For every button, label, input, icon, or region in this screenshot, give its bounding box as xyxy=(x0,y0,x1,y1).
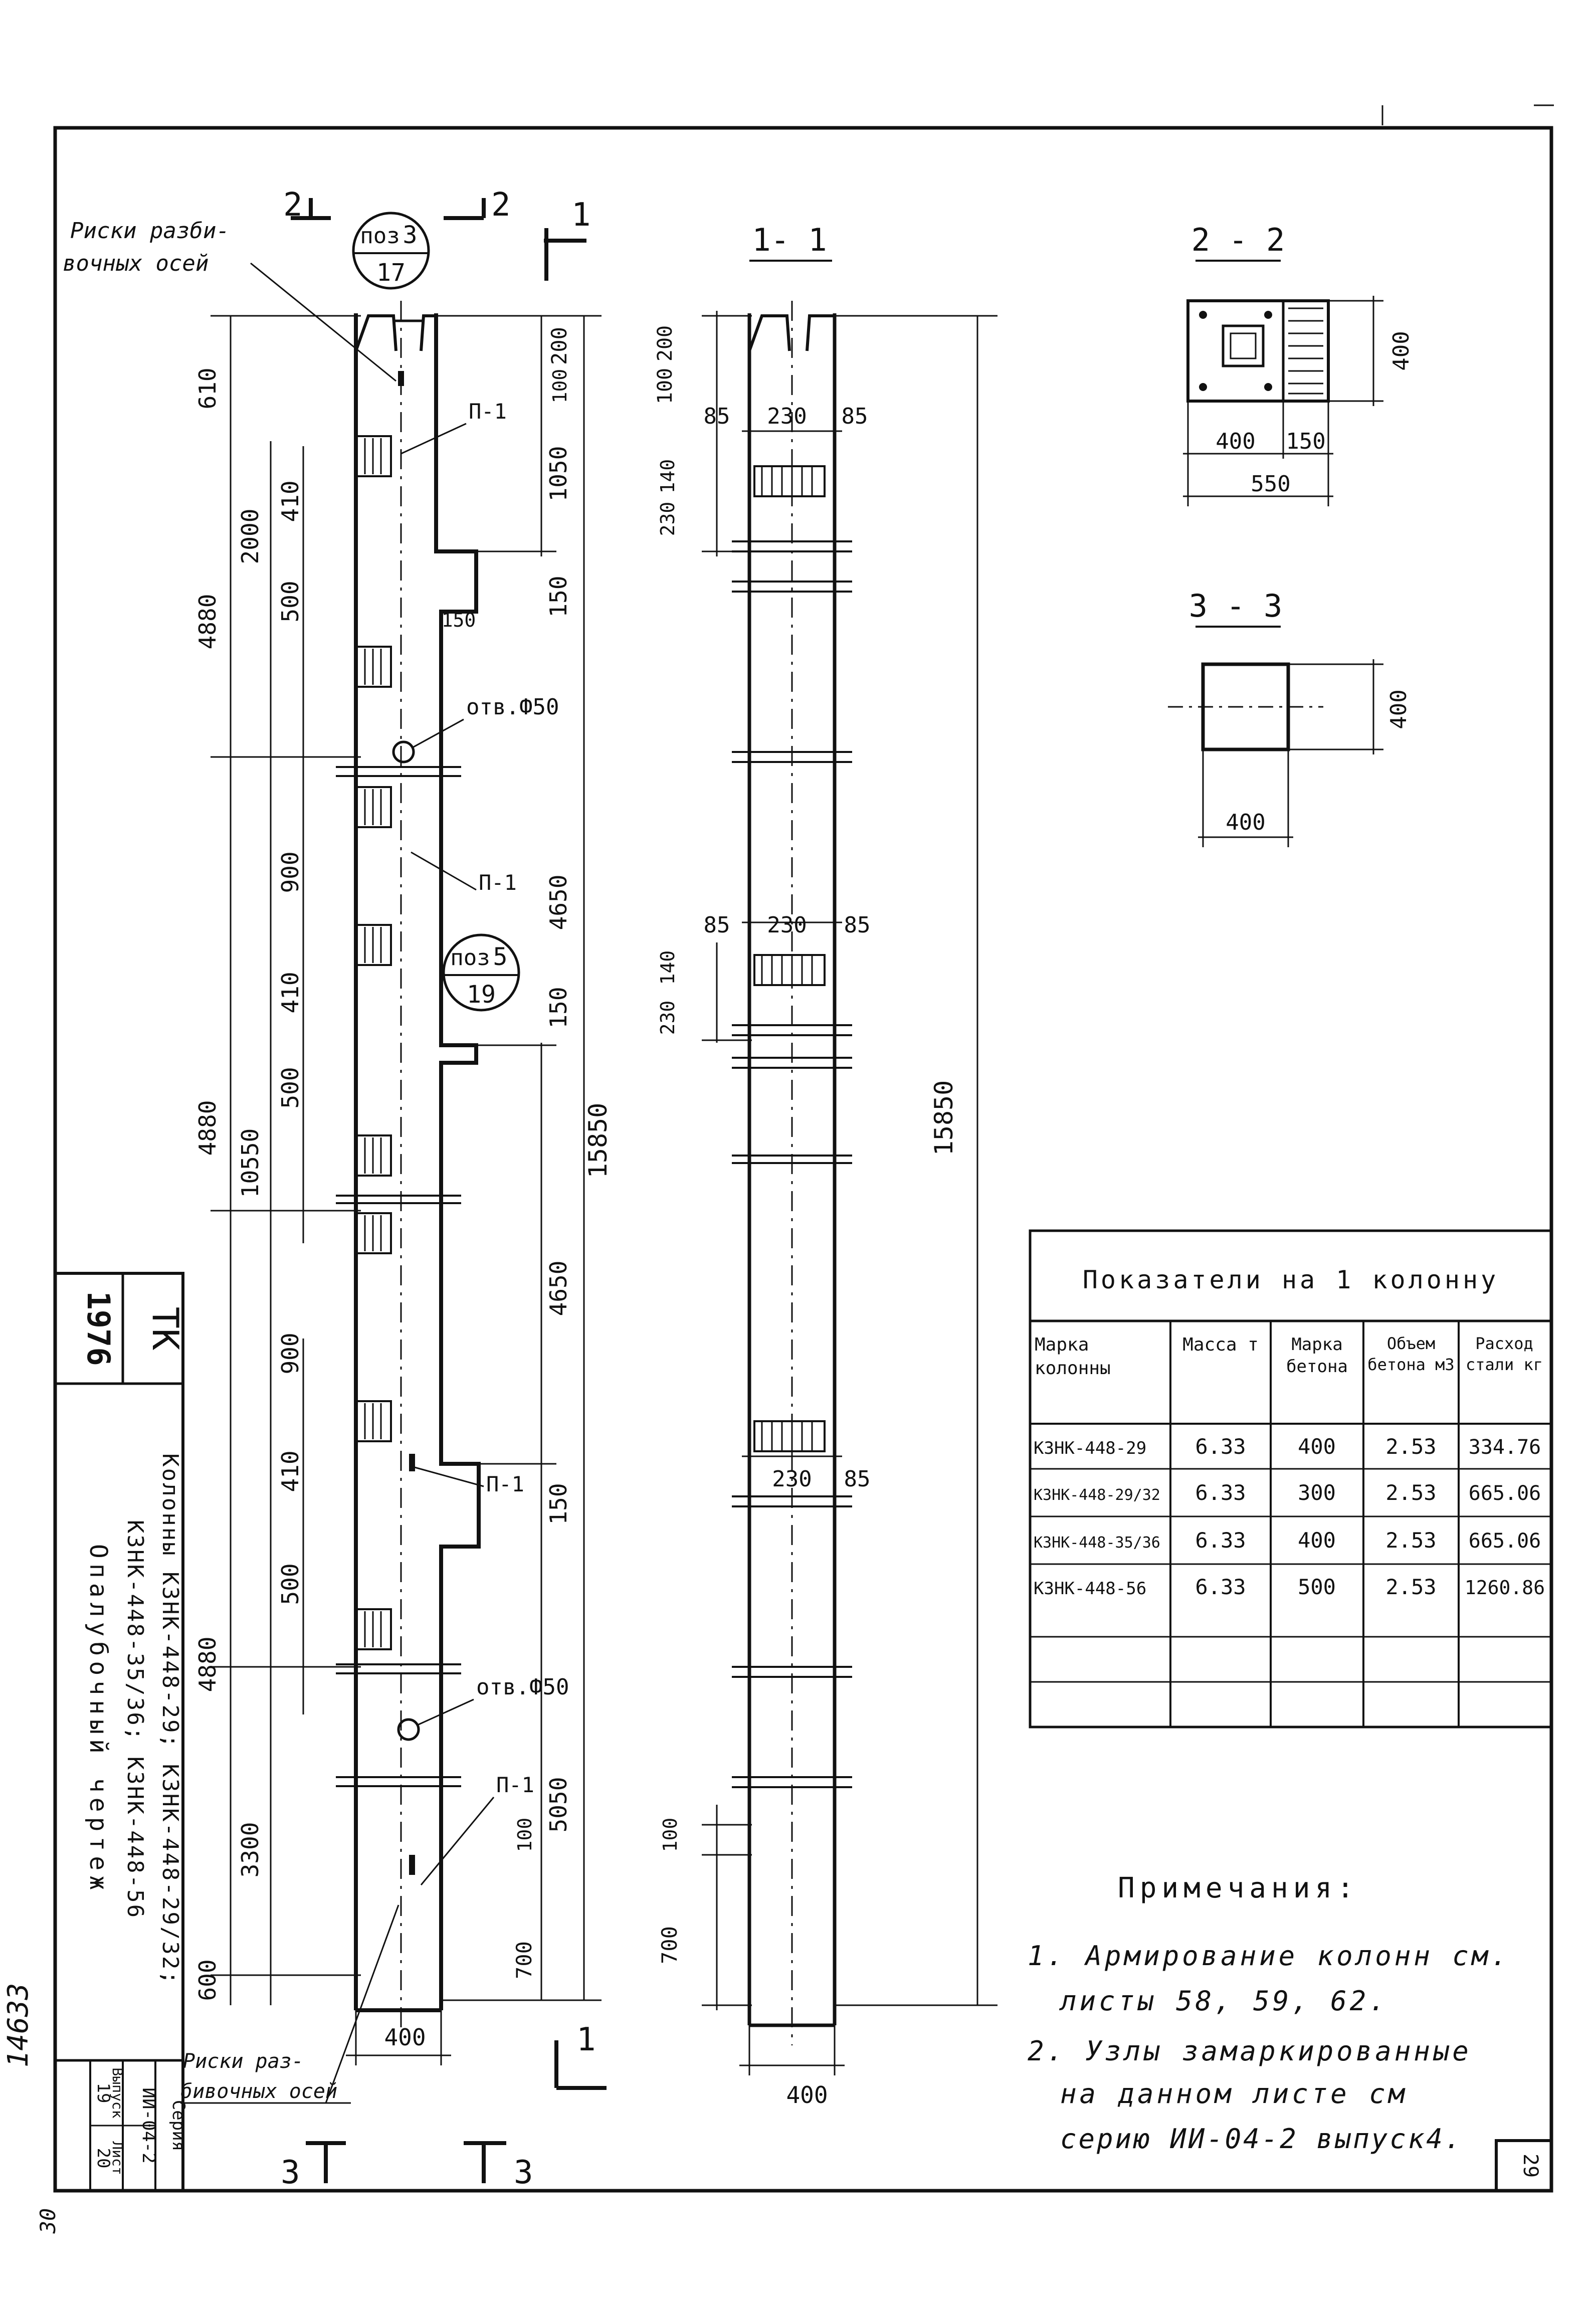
dim-400: 400 xyxy=(1386,689,1412,729)
elevation-dimension-text xyxy=(194,327,613,2051)
svg-text:5: 5 xyxy=(493,943,508,971)
svg-text:2.53: 2.53 xyxy=(1385,1434,1437,1459)
svg-text:665.06: 665.06 xyxy=(1468,1529,1541,1553)
dim-900: 900 xyxy=(277,1332,304,1375)
stamp-sheet-value: 20 xyxy=(93,2148,113,2169)
dim-200: 200 xyxy=(654,325,677,362)
note-1-line-1: 1. Армирование колонн см. xyxy=(1028,1940,1510,1972)
dim-4880: 4880 xyxy=(194,1100,221,1156)
archive-number: 14633 xyxy=(2,1983,35,2068)
dim-230: 230 xyxy=(767,912,807,938)
dim-150-small: 150 xyxy=(441,609,476,631)
dim-15850: 15850 xyxy=(583,1102,613,1179)
th-mass: Масса т xyxy=(1182,1334,1259,1355)
column-elevation xyxy=(336,301,479,2035)
stamp-issue-value: 19 xyxy=(93,2082,113,2103)
dim-550: 550 xyxy=(1251,471,1291,497)
note-2-line-3: серию ИИ-04-2 выпуск4. xyxy=(1060,2123,1463,2155)
section-3-3 xyxy=(1168,588,1412,847)
table-row xyxy=(1034,1528,1541,1553)
dim-200: 200 xyxy=(547,327,571,365)
hole-label: отв.Ф50 xyxy=(466,694,559,720)
svg-text:К3НК-448-35/36: К3НК-448-35/36 xyxy=(1034,1534,1160,1552)
svg-text:1260.86: 1260.86 xyxy=(1464,1577,1545,1599)
dim-140: 140 xyxy=(657,950,679,985)
hole-label: отв.Ф50 xyxy=(476,1674,569,1700)
svg-text:300: 300 xyxy=(1298,1480,1336,1505)
dim-410: 410 xyxy=(277,972,304,1014)
th-steel: Расход стали кг xyxy=(1465,1334,1543,1374)
table-row xyxy=(1034,1434,1541,1459)
title-stamp xyxy=(55,1273,188,2191)
dim-15850: 15850 xyxy=(929,1080,958,1156)
axis-marks-label-top: Риски разби- xyxy=(70,218,230,244)
dim-2000: 2000 xyxy=(237,508,264,564)
dim-150: 150 xyxy=(545,987,572,1029)
svg-text:К3НК-448-29: К3НК-448-29 xyxy=(1034,1438,1147,1458)
dim-85: 85 xyxy=(703,912,730,938)
stamp-sheet-label: Лист xyxy=(109,2141,126,2175)
cut-3-left: 3 xyxy=(281,2154,300,2191)
dim-600: 600 xyxy=(194,1959,221,2001)
dim-100: 100 xyxy=(549,368,571,404)
cut-2-left: 2 xyxy=(283,186,303,224)
section-1-1 xyxy=(654,222,998,2109)
axis-marks-label-bottom-2: бивочных осей xyxy=(180,2080,338,2103)
dim-500: 500 xyxy=(277,581,304,623)
dim-610: 610 xyxy=(194,367,221,410)
stamp-year: 1976 xyxy=(80,1291,117,1366)
dim-5050: 5050 xyxy=(545,1777,572,1833)
dim-10550: 10550 xyxy=(237,1128,264,1198)
svg-text:6.33: 6.33 xyxy=(1195,1434,1246,1459)
dim-4650: 4650 xyxy=(545,874,572,930)
th-volume: Объем бетона м3 xyxy=(1367,1334,1455,1374)
page-number: 29 xyxy=(1519,2153,1542,2178)
stamp-title-3: Опалубочный чертеж xyxy=(84,1544,112,1895)
svg-text:2.53: 2.53 xyxy=(1385,1575,1437,1599)
dim-140: 140 xyxy=(657,459,679,494)
dim-4880: 4880 xyxy=(194,594,221,650)
svg-text:поз: поз xyxy=(360,223,400,249)
svg-text:500: 500 xyxy=(1298,1575,1336,1599)
dim-400: 400 xyxy=(1216,429,1256,454)
cut-1-top: 1 xyxy=(571,197,591,234)
dim-700: 700 xyxy=(657,1926,682,1964)
notes-title: Примечания: xyxy=(1118,1872,1359,1904)
section-3-3-title: 3 - 3 xyxy=(1188,588,1283,624)
dim-3300: 3300 xyxy=(237,1822,264,1878)
svg-text:6.33: 6.33 xyxy=(1195,1575,1246,1599)
dim-230: 230 xyxy=(657,501,679,536)
axis-marks-label-top-2: вочных осей xyxy=(63,251,209,276)
p1-label: П-1 xyxy=(496,1773,534,1797)
stamp-title-1: Колонны К3НК-448-29; К3НК-448-29/32; xyxy=(157,1453,183,1986)
dim-1050: 1050 xyxy=(545,446,572,502)
dim-100: 100 xyxy=(514,1817,536,1852)
dim-700: 700 xyxy=(512,1941,536,1979)
svg-text:400: 400 xyxy=(1298,1434,1336,1459)
elevation-dimension-lines xyxy=(211,316,602,2065)
section-2-2-title: 2 - 2 xyxy=(1191,222,1285,258)
dim-85: 85 xyxy=(841,404,868,429)
svg-text:3: 3 xyxy=(403,221,418,249)
cut-1-bottom: 1 xyxy=(576,2021,596,2058)
dim-230: 230 xyxy=(772,1466,812,1492)
table-row xyxy=(1034,1480,1541,1505)
cut-2-right: 2 xyxy=(491,186,511,224)
dim-410: 410 xyxy=(277,480,304,522)
svg-text:2.53: 2.53 xyxy=(1385,1480,1437,1505)
dim-4650: 4650 xyxy=(545,1260,572,1316)
dim-400: 400 xyxy=(1226,810,1266,835)
svg-text:19: 19 xyxy=(467,981,496,1009)
svg-text:400: 400 xyxy=(1298,1528,1336,1553)
dim-400: 400 xyxy=(786,2081,828,2109)
svg-text:17: 17 xyxy=(376,259,406,287)
cut-3-right: 3 xyxy=(514,2154,533,2191)
svg-text:поз: поз xyxy=(450,945,490,971)
p1-label: П-1 xyxy=(486,1472,524,1496)
dim-4880: 4880 xyxy=(194,1636,221,1692)
table-title: Показатели на 1 колонну xyxy=(1082,1265,1499,1294)
dim-85: 85 xyxy=(844,912,871,938)
dim-400: 400 xyxy=(384,2024,426,2051)
archive-number-2: 30 xyxy=(36,2208,60,2234)
position-marker-3 xyxy=(353,213,429,288)
svg-text:6.33: 6.33 xyxy=(1195,1528,1246,1553)
stamp-issue-label: Выпуск xyxy=(109,2067,126,2119)
note-1-line-2: листы 58, 59, 62. xyxy=(1060,1985,1388,2017)
dim-85: 85 xyxy=(703,404,730,429)
notes xyxy=(1028,1872,1510,2155)
indicators-table xyxy=(1030,1231,1551,1727)
svg-text:К3НК-448-29/32: К3НК-448-29/32 xyxy=(1034,1486,1160,1504)
svg-text:2.53: 2.53 xyxy=(1385,1528,1437,1553)
note-2-line-2: на данном листе см xyxy=(1060,2078,1408,2110)
section-1-1-title: 1- 1 xyxy=(752,222,827,258)
hole-marker xyxy=(393,742,414,762)
dim-230: 230 xyxy=(767,404,807,429)
dim-100: 100 xyxy=(654,367,677,405)
dim-500: 500 xyxy=(277,1563,304,1605)
dim-400: 400 xyxy=(1388,331,1414,371)
dim-150: 150 xyxy=(545,1483,572,1525)
stamp-series-value: ИИ-04-2 xyxy=(138,2087,159,2164)
th-mark: Марка колонны xyxy=(1035,1334,1111,1379)
dim-410: 410 xyxy=(277,1450,304,1492)
stamp-title-2: К3НК-448-35/36; К3НК-448-56 xyxy=(122,1519,148,1920)
section-2-2 xyxy=(1183,222,1414,506)
p1-label: П-1 xyxy=(469,399,507,424)
svg-text:334.76: 334.76 xyxy=(1468,1436,1541,1459)
stamp-org: ТК xyxy=(144,1306,186,1351)
svg-text:6.33: 6.33 xyxy=(1195,1480,1246,1505)
svg-text:К3НК-448-56: К3НК-448-56 xyxy=(1034,1579,1147,1599)
svg-text:665.06: 665.06 xyxy=(1468,1482,1541,1505)
dim-150: 150 xyxy=(545,576,572,618)
stamp-series-label: Серия xyxy=(168,2099,188,2152)
note-2-line-1: 2. Узлы замаркированные xyxy=(1028,2035,1472,2067)
dim-85: 85 xyxy=(844,1466,871,1492)
p1-label: П-1 xyxy=(479,870,517,895)
dim-500: 500 xyxy=(277,1067,304,1109)
th-concrete: Марка бетона xyxy=(1286,1334,1348,1377)
axis-marks-label-bottom: Риски раз- xyxy=(183,2050,304,2073)
position-marker-5 xyxy=(444,935,519,1010)
dim-100: 100 xyxy=(659,1817,681,1852)
dim-150: 150 xyxy=(1286,429,1326,454)
dim-900: 900 xyxy=(277,851,304,893)
table-row xyxy=(1034,1575,1545,1599)
dim-230: 230 xyxy=(657,1000,679,1035)
